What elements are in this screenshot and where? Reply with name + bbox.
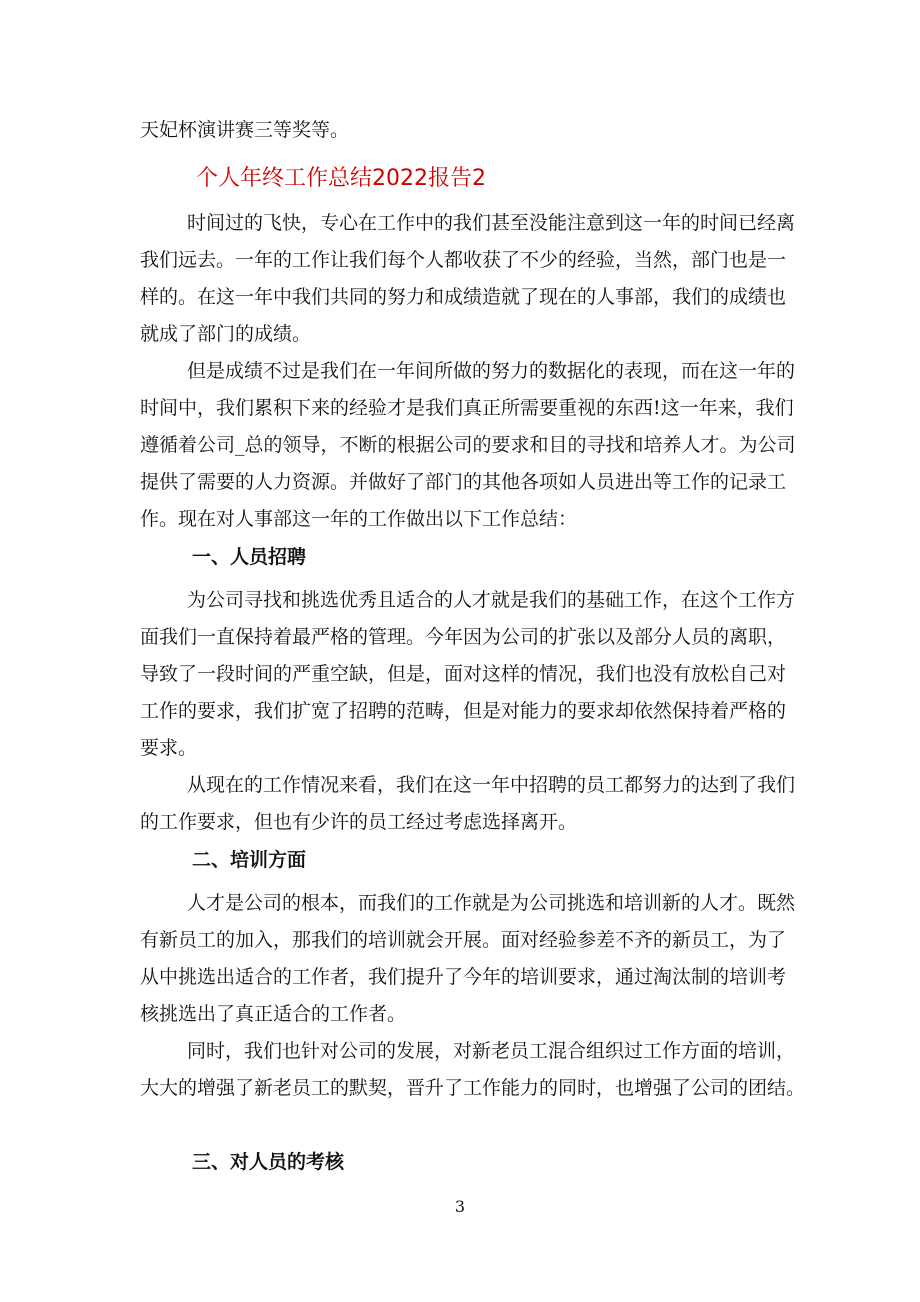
section-heading-training: 二、培训方面 [192,849,307,871]
paragraph-4-line-2: 的工作要求，但也有少许的员工经过考虑选择离开。 [140,811,578,833]
document-title: 个人年终工作总结2022报告2 [196,166,486,191]
paragraph-1-line-4: 就成了部门的成绩。 [140,323,312,345]
paragraph-5-line-2: 有新员工的加入，那我们的培训就会开展。面对经验参差不齐的新员工，为了 [140,929,787,951]
paragraph-5-line-3: 从中挑选出适合的工作者，我们提升了今年的培训要求，通过淘汰制的培训考 [140,966,787,988]
paragraph-4-line-1: 从现在的工作情况来看，我们在这一年中招聘的员工都努力的达到了我们 [187,774,796,796]
paragraph-5-line-4: 核挑选出了真正适合的工作者。 [140,1003,407,1025]
section-heading-assessment: 三、对人员的考核 [192,1151,345,1173]
paragraph-1-line-1: 时间过的飞快，专心在工作中的我们甚至没能注意到这一年的时间已经离 [187,212,796,234]
paragraph-6-line-1: 同时，我们也针对公司的发展，对新老员工混合组织过工作方面的培训， [187,1040,796,1062]
paragraph-3-line-5: 要求。 [140,737,198,759]
paragraph-6-line-2: 大大的增强了新老员工的默契，晋升了工作能力的同时，也增强了公司的团结。 [140,1077,806,1099]
paragraph-3-line-2: 面我们一直保持着最严格的管理。今年因为公司的扩张以及部分人员的离职， [140,626,787,648]
paragraph-2-line-4: 提供了需要的人力资源。并做好了部门的其他各项如人员进出等工作的记录工 [140,471,787,493]
paragraph-2-line-3: 遵循着公司_总的领导，不断的根据公司的要求和目的寻找和培养人才。为公司 [140,434,796,456]
paragraph-2-line-2: 时间中，我们累积下来的经验才是我们真正所需要重视的东西!这一年来，我们 [140,397,794,419]
paragraph-3-line-3: 导致了一段时间的严重空缺，但是，面对这样的情况，我们也没有放松自己对 [140,663,787,685]
paragraph-2-line-5: 作。现在对人事部这一年的工作做出以下工作总结： [140,508,578,530]
page-number: 3 [454,1197,466,1216]
section-heading-recruitment: 一、人员招聘 [192,546,307,568]
paragraph-3-line-4: 工作的要求，我们扩宽了招聘的范畴，但是对能力的要求却依然保持着严格的 [140,700,787,722]
paragraph-2-line-1: 但是成绩不过是我们在一年间所做的努力的数据化的表现，而在这一年的 [187,360,796,382]
lead-line: 天妃杯演讲赛三等奖等。 [140,119,350,141]
paragraph-1-line-3: 样的。在这一年中我们共同的努力和成绩造就了现在的人事部，我们的成绩也 [140,286,787,308]
paragraph-1-line-2: 我们远去。一年的工作让我们每个人都收获了不少的经验，当然，部门也是一 [140,249,787,271]
paragraph-5-line-1: 人才是公司的根本，而我们的工作就是为公司挑选和培训新的人才。既然 [187,892,796,914]
paragraph-3-line-1: 为公司寻找和挑选优秀且适合的人才就是我们的基础工作，在这个工作方 [187,589,796,611]
